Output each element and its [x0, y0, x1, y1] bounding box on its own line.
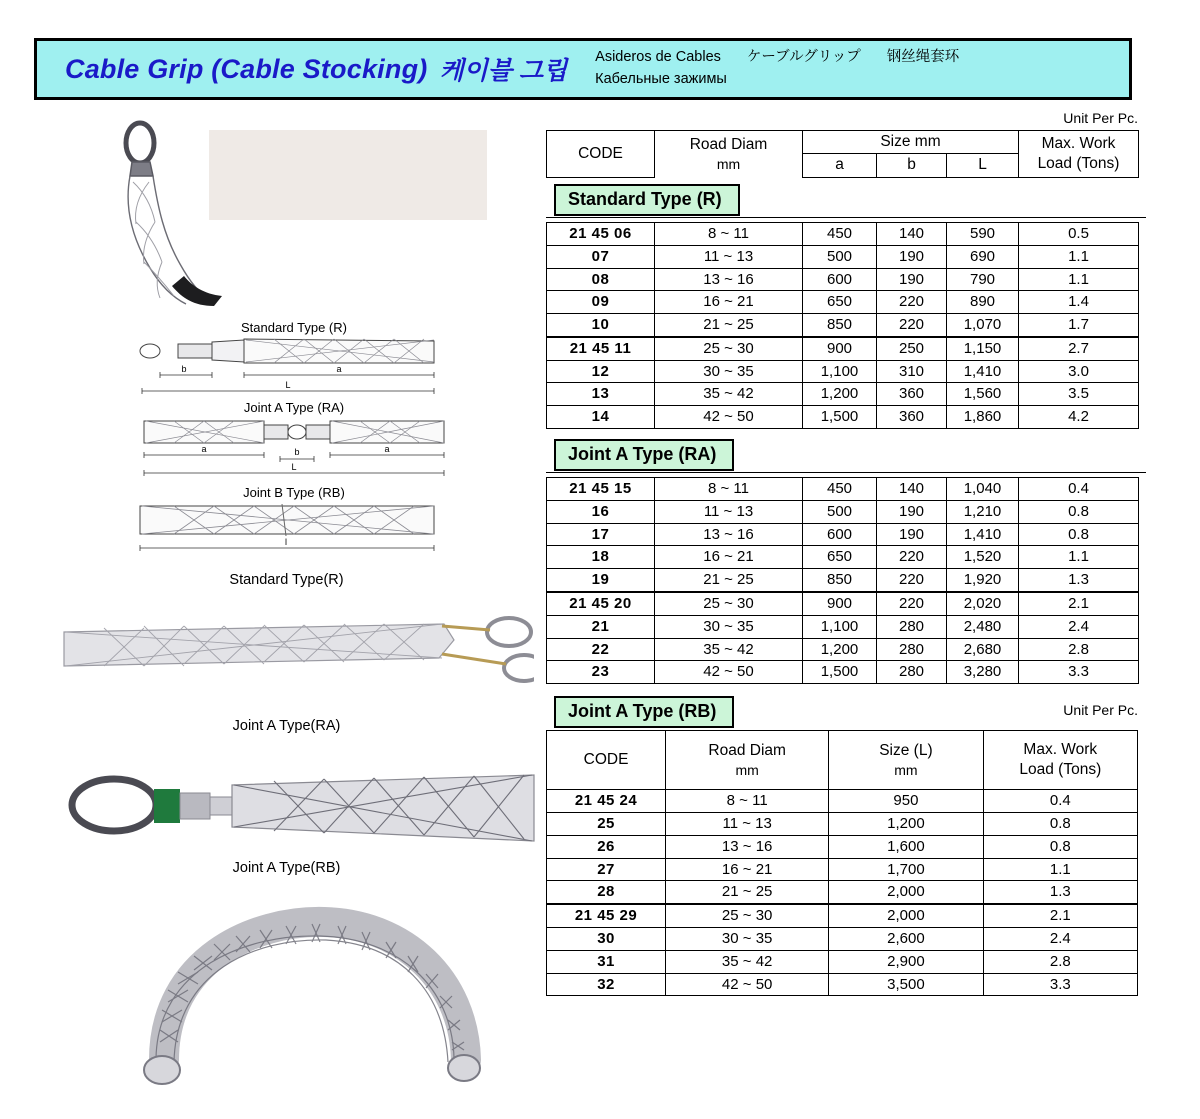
cell-code: 23	[547, 661, 655, 684]
table-header-row-1	[547, 131, 1139, 154]
cell-road-diam: 25 ~ 30	[655, 593, 803, 616]
rb-header-max-work	[983, 731, 1137, 790]
cell-road-diam: 42 ~ 50	[655, 661, 803, 684]
cell-road-diam: 35 ~ 42	[655, 383, 803, 406]
header-b: b	[877, 154, 947, 177]
cell-max-load: 0.8	[983, 813, 1137, 836]
table-row[interactable]	[547, 950, 1138, 973]
cell-code: 14	[547, 406, 655, 429]
cell-road-diam: 42 ~ 50	[666, 973, 829, 996]
table-row[interactable]	[547, 569, 1139, 592]
cell-max-load: 2.7	[1019, 337, 1139, 360]
table-row[interactable]	[547, 813, 1138, 836]
spec-table-rb	[546, 730, 1138, 904]
cell-L: 1,210	[947, 500, 1019, 523]
cell-road-diam: 25 ~ 30	[655, 337, 803, 360]
cell-L: 1,860	[947, 406, 1019, 429]
cell-L: 1,150	[947, 337, 1019, 360]
section-label-rb: Joint A Type (RB)	[554, 696, 734, 728]
photo-background	[209, 130, 487, 220]
cell-max-load: 2.1	[1019, 593, 1139, 616]
cell-a: 850	[803, 314, 877, 337]
cell-max-load: 0.8	[983, 835, 1137, 858]
cell-road-diam: 16 ~ 21	[655, 546, 803, 569]
cell-b: 220	[877, 291, 947, 314]
cell-road-diam: 11 ~ 13	[666, 813, 829, 836]
unit-label-top: Unit Per Pc.	[1063, 110, 1138, 126]
caption-jointb-type: Joint A Type(RB)	[232, 860, 341, 876]
diagram-jointa-caption: Joint A Type (RA)	[243, 400, 345, 415]
cell-road-diam: 8 ~ 11	[666, 790, 829, 813]
cell-code: 32	[547, 973, 666, 996]
title-russian: Кабельные зажимы	[595, 71, 727, 87]
photo-jointb-type	[54, 755, 544, 865]
svg-text:b: b	[181, 364, 187, 374]
cell-road-diam: 30 ~ 35	[655, 360, 803, 383]
cell-max-load: 1.1	[1019, 268, 1139, 291]
photo-curved-cable-sock	[104, 890, 524, 1095]
cell-b: 220	[877, 546, 947, 569]
table-row[interactable]	[547, 661, 1139, 684]
cell-max-load: 3.3	[1019, 661, 1139, 684]
jointb-type-line-drawing	[134, 500, 454, 562]
svg-text:a: a	[384, 444, 390, 454]
rb-header-size	[829, 731, 983, 790]
cell-max-load: 1.1	[1019, 546, 1139, 569]
cell-max-load: 1.7	[1019, 314, 1139, 337]
cell-L: 2,680	[947, 638, 1019, 661]
cell-max-load: 2.4	[983, 928, 1137, 951]
cell-a: 450	[803, 222, 877, 245]
cell-code: 12	[547, 360, 655, 383]
cell-code: 31	[547, 950, 666, 973]
svg-text:a: a	[201, 444, 207, 454]
title-japanese: ケーブルグリップ	[746, 49, 861, 66]
cell-max-load: 1.3	[983, 881, 1137, 904]
cell-road-diam: 13 ~ 16	[666, 835, 829, 858]
cell-L: 890	[947, 291, 1019, 314]
table-row[interactable]	[547, 360, 1139, 383]
diagram-jointb-caption: Joint B Type (RB)	[243, 485, 345, 500]
cell-b: 220	[877, 593, 947, 616]
header-road-diam	[655, 131, 803, 178]
cell-road-diam: 42 ~ 50	[655, 406, 803, 429]
cell-code: 21 45 24	[547, 790, 666, 813]
photo-jointa-type	[44, 610, 534, 720]
jointa-type-line-drawing	[134, 415, 454, 485]
cell-a: 1,200	[803, 383, 877, 406]
cell-L: 1,410	[947, 523, 1019, 546]
cell-code: 27	[547, 858, 666, 881]
cell-code: 07	[547, 245, 655, 268]
table-row[interactable]	[547, 790, 1138, 813]
header-max-work	[1019, 131, 1139, 178]
cell-b: 250	[877, 337, 947, 360]
cell-road-diam: 21 ~ 25	[666, 881, 829, 904]
cell-a: 1,500	[803, 406, 877, 429]
cell-a: 850	[803, 569, 877, 592]
product-photo-group	[54, 118, 494, 318]
diagram-standard-caption: Standard Type (R)	[241, 320, 347, 335]
cell-L: 690	[947, 245, 1019, 268]
spec-table-standard-group2	[546, 337, 1139, 429]
cell-max-load: 2.4	[1019, 615, 1139, 638]
page-header-banner	[34, 38, 1132, 100]
cell-b: 280	[877, 615, 947, 638]
cell-max-load: 1.1	[983, 858, 1137, 881]
cell-a: 600	[803, 523, 877, 546]
cell-a: 650	[803, 291, 877, 314]
cell-road-diam: 35 ~ 42	[666, 950, 829, 973]
cell-code: 21 45 11	[547, 337, 655, 360]
cell-L: 2,480	[947, 615, 1019, 638]
cell-max-load: 4.2	[1019, 406, 1139, 429]
table-row[interactable]	[547, 546, 1139, 569]
cell-road-diam: 21 ~ 25	[655, 314, 803, 337]
rb-header-size-unit: mm	[894, 762, 918, 779]
cell-a: 500	[803, 500, 877, 523]
cell-code: 26	[547, 835, 666, 858]
cell-b: 190	[877, 245, 947, 268]
cell-L: 2,020	[947, 593, 1019, 616]
cell-a: 450	[803, 478, 877, 501]
cell-code: 21 45 15	[547, 478, 655, 501]
cell-size-L: 2,600	[829, 928, 983, 951]
cell-max-load: 1.1	[1019, 245, 1139, 268]
cell-road-diam: 11 ~ 13	[655, 245, 803, 268]
cell-code: 21 45 20	[547, 593, 655, 616]
section-label-jointa: Joint A Type (RA)	[554, 439, 734, 471]
table-row[interactable]	[547, 638, 1139, 661]
spec-table-standard-group1	[546, 222, 1139, 337]
cell-code: 13	[547, 383, 655, 406]
diagram-jointa-type	[134, 400, 454, 490]
cell-size-L: 1,700	[829, 858, 983, 881]
cell-road-diam: 16 ~ 21	[666, 858, 829, 881]
cell-road-diam: 35 ~ 42	[655, 638, 803, 661]
header-a: a	[803, 154, 877, 177]
svg-text:L: L	[291, 462, 297, 472]
cell-b: 220	[877, 314, 947, 337]
cell-code: 08	[547, 268, 655, 291]
cell-size-L: 3,500	[829, 973, 983, 996]
cell-max-load: 1.4	[1019, 291, 1139, 314]
cell-L: 1,410	[947, 360, 1019, 383]
cell-b: 140	[877, 478, 947, 501]
cell-max-load: 2.8	[983, 950, 1137, 973]
section-standard-type-header	[546, 184, 1146, 218]
cell-road-diam: 8 ~ 11	[655, 478, 803, 501]
cell-max-load: 2.8	[1019, 638, 1139, 661]
cell-size-L: 2,000	[829, 881, 983, 904]
cell-road-diam: 13 ~ 16	[655, 268, 803, 291]
cell-code: 25	[547, 813, 666, 836]
table-row[interactable]	[547, 406, 1139, 429]
table-row[interactable]	[547, 835, 1138, 858]
specification-tables	[546, 110, 1146, 996]
cell-max-load: 3.0	[1019, 360, 1139, 383]
cell-b: 190	[877, 268, 947, 291]
cell-max-load: 0.4	[983, 790, 1137, 813]
cell-b: 280	[877, 638, 947, 661]
header-size: Size mm	[803, 131, 1019, 154]
cell-code: 16	[547, 500, 655, 523]
title-spanish: Asideros de Cables	[595, 49, 721, 66]
header-code: CODE	[547, 131, 655, 178]
cell-b: 140	[877, 222, 947, 245]
table-row[interactable]	[547, 337, 1139, 360]
table-row[interactable]	[547, 314, 1139, 337]
cell-b: 360	[877, 383, 947, 406]
cell-code: 19	[547, 569, 655, 592]
spec-table-main	[546, 130, 1139, 178]
table-row[interactable]	[547, 615, 1139, 638]
cell-L: 1,520	[947, 546, 1019, 569]
cell-a: 1,100	[803, 360, 877, 383]
cell-b: 360	[877, 406, 947, 429]
table-row[interactable]	[547, 881, 1138, 904]
svg-text:L: L	[285, 380, 291, 390]
cell-a: 1,100	[803, 615, 877, 638]
rb-header-road-diam-unit: mm	[735, 762, 759, 779]
cell-a: 1,200	[803, 638, 877, 661]
svg-text:b: b	[294, 447, 300, 457]
cell-code: 28	[547, 881, 666, 904]
cell-code: 17	[547, 523, 655, 546]
cell-size-L: 2,000	[829, 905, 983, 928]
jointa-photo-illustration	[44, 610, 534, 715]
table-row[interactable]	[547, 523, 1139, 546]
section-rb-type-header	[546, 696, 1146, 730]
cell-a: 600	[803, 268, 877, 291]
cell-a: 900	[803, 337, 877, 360]
cell-max-load: 3.3	[983, 973, 1137, 996]
caption-standard-type: Standard Type(R)	[229, 572, 344, 588]
section-label-standard: Standard Type (R)	[554, 184, 740, 216]
cell-L: 1,920	[947, 569, 1019, 592]
table-row[interactable]	[547, 858, 1138, 881]
header-road-diam-unit: mm	[716, 156, 741, 173]
rb-header-road-diam	[666, 731, 829, 790]
cell-code: 10	[547, 314, 655, 337]
diagram-standard-type	[134, 320, 454, 408]
cell-road-diam: 30 ~ 35	[655, 615, 803, 638]
rb-header-row	[547, 731, 1138, 790]
cell-size-L: 1,600	[829, 835, 983, 858]
cell-max-load: 1.3	[1019, 569, 1139, 592]
cell-road-diam: 11 ~ 13	[655, 500, 803, 523]
cell-code: 21	[547, 615, 655, 638]
spec-table-jointa-group2	[546, 592, 1139, 684]
page-title	[37, 41, 567, 97]
rb-header-road-diam-text: Road Diam	[708, 741, 786, 759]
cell-a: 900	[803, 593, 877, 616]
cell-size-L: 950	[829, 790, 983, 813]
cell-L: 1,560	[947, 383, 1019, 406]
page-title-translations	[595, 41, 959, 97]
table-row[interactable]	[547, 593, 1139, 616]
cell-size-L: 2,900	[829, 950, 983, 973]
cell-max-load: 0.8	[1019, 523, 1139, 546]
cell-code: 18	[547, 546, 655, 569]
cell-road-diam: 21 ~ 25	[655, 569, 803, 592]
section-jointa-type-header	[546, 439, 1146, 473]
header-L: L	[947, 154, 1019, 177]
illustrations-column	[34, 110, 539, 1110]
page-title-korean: 케이블 그립	[439, 57, 568, 85]
table-row[interactable]	[547, 383, 1139, 406]
table-row[interactable]	[547, 245, 1139, 268]
standard-type-line-drawing	[134, 335, 454, 403]
spec-table-rb-group2	[546, 904, 1138, 996]
caption-jointa-type: Joint A Type(RA)	[232, 718, 341, 734]
cell-max-load: 0.5	[1019, 222, 1139, 245]
header-road-diam-text: Road Diam	[689, 135, 768, 153]
jointb-photo-illustration	[54, 755, 544, 860]
cell-b: 310	[877, 360, 947, 383]
rb-header-max-work-text: Max. Work	[1023, 740, 1098, 758]
table-row[interactable]	[547, 291, 1139, 314]
rb-block	[546, 696, 1146, 996]
header-max-work-text: Max. Work	[1041, 134, 1116, 152]
cell-L: 590	[947, 222, 1019, 245]
svg-text:l: l	[285, 537, 287, 547]
rb-header-size-text: Size (L)	[879, 741, 933, 759]
cell-road-diam: 25 ~ 30	[666, 905, 829, 928]
cell-max-load: 0.8	[1019, 500, 1139, 523]
cell-L: 3,280	[947, 661, 1019, 684]
header-max-work-unit: Load (Tons)	[1037, 154, 1120, 172]
spec-table-jointa-group1	[546, 477, 1139, 592]
cell-code: 22	[547, 638, 655, 661]
cell-L: 1,040	[947, 478, 1019, 501]
cell-size-L: 1,200	[829, 813, 983, 836]
cell-a: 1,500	[803, 661, 877, 684]
table-row[interactable]	[547, 268, 1139, 291]
cell-L: 1,070	[947, 314, 1019, 337]
cell-code: 21 45 29	[547, 905, 666, 928]
cell-max-load: 0.4	[1019, 478, 1139, 501]
unit-label-rb: Unit Per Pc.	[1063, 702, 1138, 719]
cell-max-load: 2.1	[983, 905, 1137, 928]
cell-road-diam: 13 ~ 16	[655, 523, 803, 546]
rb-header-max-work-unit: Load (Tons)	[1019, 761, 1102, 779]
cell-b: 190	[877, 523, 947, 546]
cell-a: 650	[803, 546, 877, 569]
svg-text:a: a	[336, 364, 342, 374]
cell-road-diam: 16 ~ 21	[655, 291, 803, 314]
table-row[interactable]	[547, 478, 1139, 501]
cell-road-diam: 8 ~ 11	[655, 222, 803, 245]
table-row[interactable]	[547, 928, 1138, 951]
cell-max-load: 3.5	[1019, 383, 1139, 406]
rb-header-code: CODE	[547, 731, 666, 790]
curved-sock-illustration	[104, 890, 524, 1090]
table-row[interactable]	[547, 973, 1138, 996]
table-row[interactable]	[547, 500, 1139, 523]
cell-a: 500	[803, 245, 877, 268]
table-row[interactable]	[547, 905, 1138, 928]
title-chinese: 钢丝绳套环	[886, 49, 960, 66]
cell-L: 790	[947, 268, 1019, 291]
page-title-english: Cable Grip (Cable Stocking)	[65, 53, 428, 84]
cell-code: 30	[547, 928, 666, 951]
cell-code: 21 45 06	[547, 222, 655, 245]
table-row[interactable]	[547, 222, 1139, 245]
cell-b: 220	[877, 569, 947, 592]
cell-road-diam: 30 ~ 35	[666, 928, 829, 951]
cell-code: 09	[547, 291, 655, 314]
diagram-jointb-type	[134, 485, 454, 567]
cell-b: 190	[877, 500, 947, 523]
cell-b: 280	[877, 661, 947, 684]
